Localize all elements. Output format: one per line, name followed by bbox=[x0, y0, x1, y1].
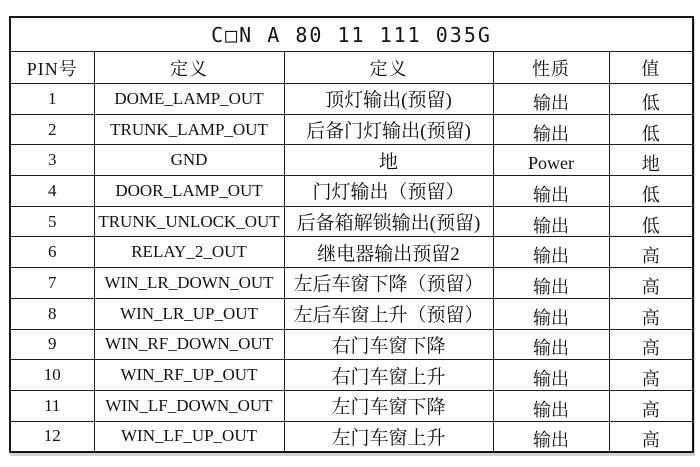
definition-en-cell: WIN_RF_UP_OUT bbox=[94, 360, 284, 391]
property-cell bbox=[493, 114, 609, 145]
definition-en-cell: TRUNK_UNLOCK_OUT bbox=[94, 206, 284, 237]
header-pin-number: PIN号 bbox=[10, 52, 94, 84]
value-text: 高 bbox=[641, 307, 660, 328]
table-header-row bbox=[10, 52, 693, 84]
table-row bbox=[10, 390, 693, 421]
table-row bbox=[10, 176, 693, 207]
table-row bbox=[10, 84, 693, 115]
table-row bbox=[10, 421, 693, 452]
pin-number-cell: 7 bbox=[10, 268, 94, 299]
value-cell bbox=[609, 114, 693, 145]
header-property: 性质 bbox=[493, 52, 609, 84]
value-cell bbox=[609, 360, 693, 391]
property-text: 输出 bbox=[533, 215, 569, 236]
pin-table-container bbox=[9, 16, 694, 453]
definition-en-cell: RELAY_2_OUT bbox=[94, 237, 284, 268]
value-cell bbox=[609, 206, 693, 237]
property-cell bbox=[493, 421, 609, 452]
table-row bbox=[10, 268, 693, 299]
pin-number-cell: 2 bbox=[10, 114, 94, 145]
definition-cn-cell: 右门车窗下降 bbox=[284, 329, 493, 360]
value-cell bbox=[609, 421, 693, 452]
definition-en-cell: WIN_LF_UP_OUT bbox=[94, 421, 284, 452]
definition-en-cell: WIN_LR_DOWN_OUT bbox=[94, 268, 284, 299]
definition-cn-cell: 左门车窗上升 bbox=[284, 421, 493, 452]
property-cell bbox=[493, 237, 609, 268]
property-text: 输出 bbox=[533, 399, 569, 420]
value-cell bbox=[609, 390, 693, 421]
definition-en-cell: DOME_LAMP_OUT bbox=[94, 84, 284, 115]
value-text: 高 bbox=[641, 399, 660, 420]
property-cell bbox=[493, 176, 609, 207]
table-title-row bbox=[10, 17, 693, 52]
header-value: 值 bbox=[609, 52, 693, 84]
value-text: 低 bbox=[641, 184, 660, 205]
pin-number-cell: 9 bbox=[10, 329, 94, 360]
property-text: 输出 bbox=[533, 92, 569, 113]
property-text: 输出 bbox=[533, 369, 569, 390]
definition-cn-cell: 后备门灯输出(预留) bbox=[284, 114, 493, 145]
table-row bbox=[10, 145, 693, 176]
value-cell bbox=[609, 268, 693, 299]
property-cell bbox=[493, 206, 609, 237]
property-cell bbox=[493, 329, 609, 360]
table-row bbox=[10, 298, 693, 329]
table-row bbox=[10, 360, 693, 391]
value-text: 高 bbox=[641, 430, 660, 451]
definition-cn-cell: 右门车窗上升 bbox=[284, 360, 493, 391]
pin-number-cell: 4 bbox=[10, 176, 94, 207]
definition-en-cell: WIN_LF_DOWN_OUT bbox=[94, 390, 284, 421]
value-cell bbox=[609, 298, 693, 329]
property-text: 输出 bbox=[533, 430, 569, 451]
pin-number-cell: 5 bbox=[10, 206, 94, 237]
pin-number-cell: 10 bbox=[10, 360, 94, 391]
pin-number-cell: 3 bbox=[10, 145, 94, 176]
value-text: 高 bbox=[641, 369, 660, 390]
property-cell bbox=[493, 84, 609, 115]
value-text: 低 bbox=[641, 215, 660, 236]
value-cell bbox=[609, 84, 693, 115]
property-cell bbox=[493, 145, 609, 176]
value-text: 低 bbox=[641, 123, 660, 144]
definition-en-cell: GND bbox=[94, 145, 284, 176]
definition-cn-cell: 地 bbox=[284, 145, 493, 176]
property-text: 输出 bbox=[533, 123, 569, 144]
value-cell bbox=[609, 237, 693, 268]
table-row bbox=[10, 206, 693, 237]
property-cell bbox=[493, 298, 609, 329]
property-text: 输出 bbox=[533, 276, 569, 297]
definition-en-cell: WIN_LR_UP_OUT bbox=[94, 298, 284, 329]
pin-number-cell: 12 bbox=[10, 421, 94, 452]
table-row bbox=[10, 114, 693, 145]
value-cell bbox=[609, 145, 693, 176]
definition-cn-cell: 顶灯输出(预留) bbox=[284, 84, 493, 115]
definition-cn-cell: 左门车窗下降 bbox=[284, 390, 493, 421]
value-cell bbox=[609, 329, 693, 360]
pin-definition-table bbox=[9, 16, 694, 453]
pin-number-cell: 8 bbox=[10, 298, 94, 329]
property-text: 输出 bbox=[533, 246, 569, 267]
table-title: C□N A 80 11 111 035G bbox=[10, 17, 693, 52]
definition-cn-cell: 左后车窗上升（预留） bbox=[284, 298, 493, 329]
property-text: Power bbox=[528, 152, 574, 173]
value-text: 地 bbox=[641, 154, 660, 175]
property-text: 输出 bbox=[533, 338, 569, 359]
definition-cn-cell: 门灯输出（预留） bbox=[284, 176, 493, 207]
value-text: 低 bbox=[641, 92, 660, 113]
property-cell bbox=[493, 390, 609, 421]
definition-cn-cell: 后备箱解锁输出(预留) bbox=[284, 206, 493, 237]
pin-number-cell: 1 bbox=[10, 84, 94, 115]
value-text: 高 bbox=[641, 338, 660, 359]
property-cell bbox=[493, 360, 609, 391]
definition-cn-cell: 继电器输出预留2 bbox=[284, 237, 493, 268]
definition-cn-cell: 左后车窗下降（预留） bbox=[284, 268, 493, 299]
header-definition-en: 定义 bbox=[94, 52, 284, 84]
property-text: 输出 bbox=[533, 184, 569, 205]
property-cell bbox=[493, 268, 609, 299]
value-cell bbox=[609, 176, 693, 207]
pin-table-body bbox=[10, 17, 693, 452]
property-text: 输出 bbox=[533, 307, 569, 328]
pin-number-cell: 6 bbox=[10, 237, 94, 268]
header-definition-cn: 定义 bbox=[284, 52, 493, 84]
definition-en-cell: DOOR_LAMP_OUT bbox=[94, 176, 284, 207]
table-row bbox=[10, 237, 693, 268]
definition-en-cell: TRUNK_LAMP_OUT bbox=[94, 114, 284, 145]
pin-number-cell: 11 bbox=[10, 390, 94, 421]
value-text: 高 bbox=[641, 276, 660, 297]
definition-en-cell: WIN_RF_DOWN_OUT bbox=[94, 329, 284, 360]
table-row bbox=[10, 329, 693, 360]
value-text: 高 bbox=[641, 246, 660, 267]
